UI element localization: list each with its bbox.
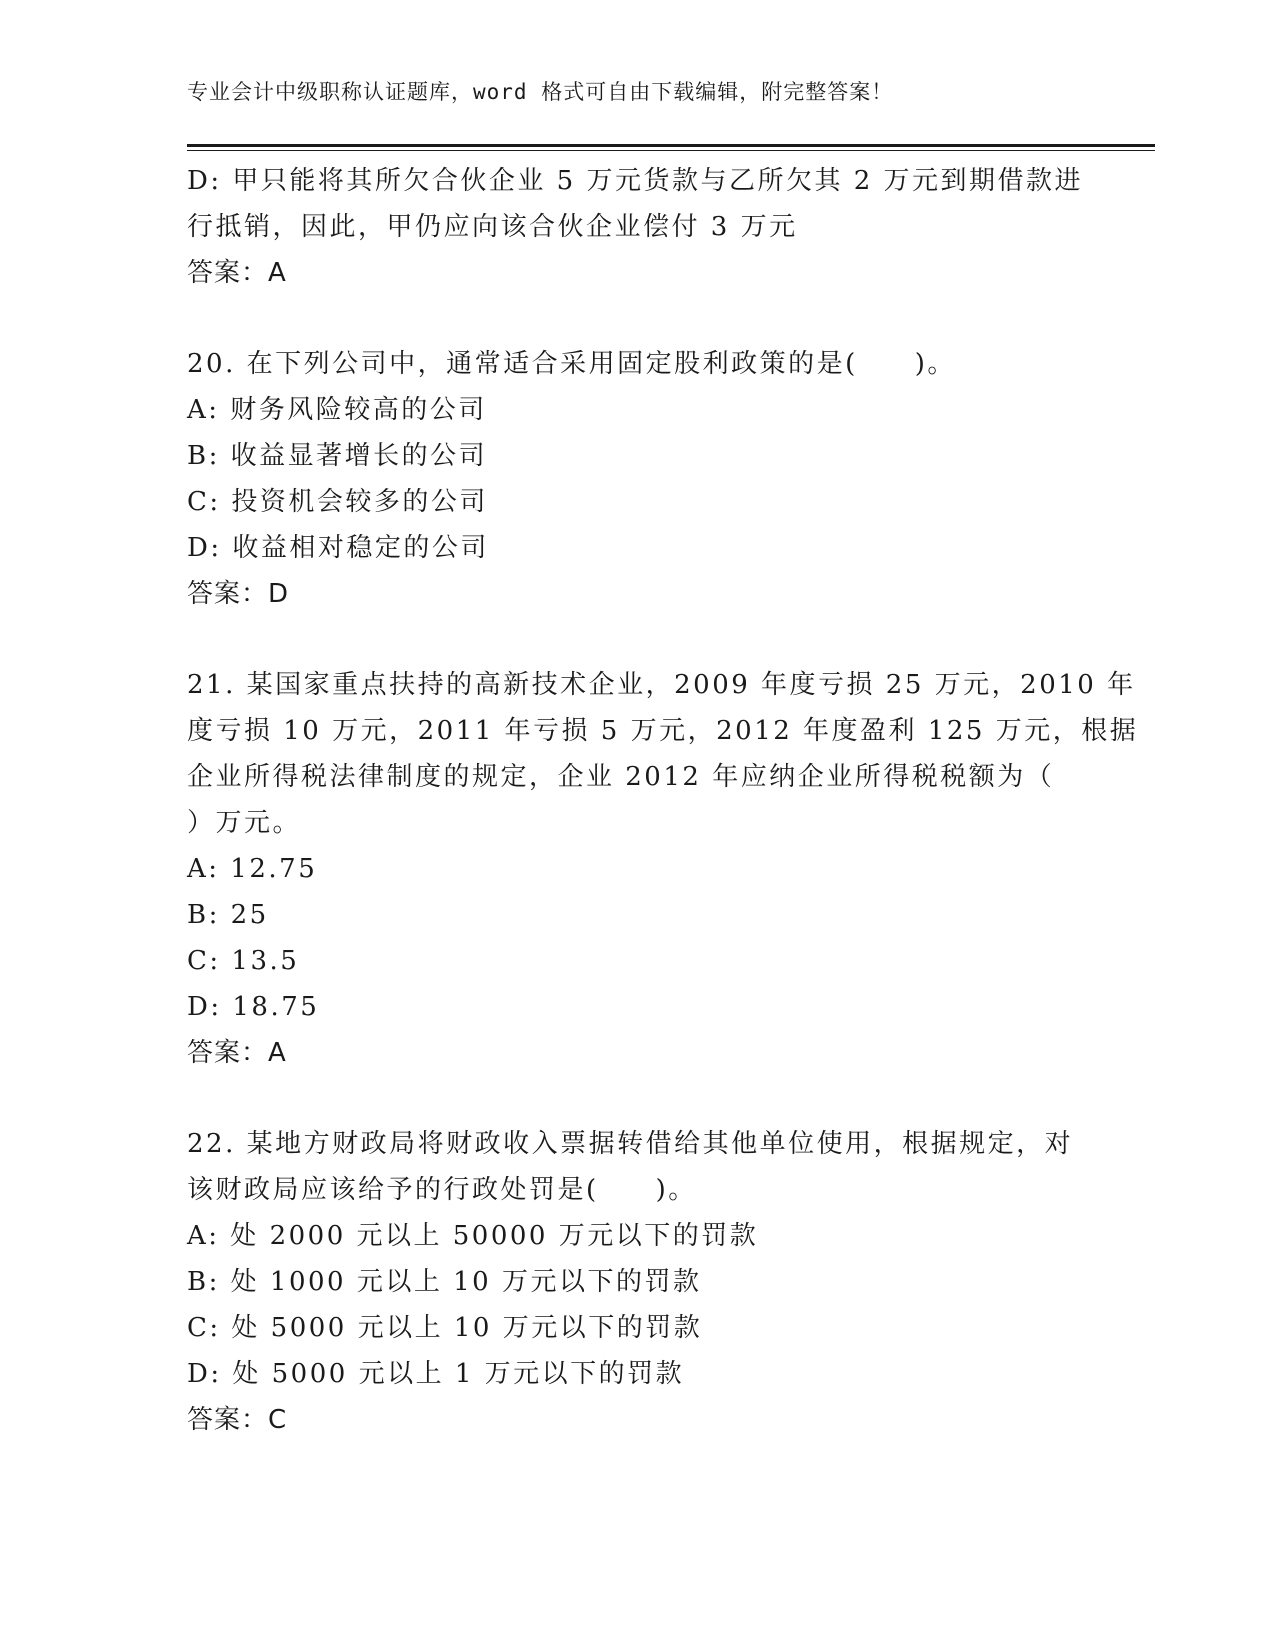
option-c: C: 投资机会较多的公司	[187, 487, 488, 517]
question-stem: 20. 在下列公司中，通常适合采用固定股利政策的是( )。	[187, 349, 956, 379]
option-c: C: 处 5000 元以上 10 万元以下的罚款	[187, 1313, 703, 1343]
prev-question-tail	[187, 158, 1087, 296]
question-stem-line-2: 该财政局应该给予的行政处罚是( )。	[187, 1175, 697, 1205]
question-20	[187, 341, 1087, 617]
option-a: A: 12.75	[187, 854, 318, 884]
option-a: A: 处 2000 元以上 50000 万元以下的罚款	[187, 1221, 759, 1251]
answer-line: 答案：D	[187, 579, 290, 609]
question-22	[187, 1121, 1087, 1443]
question-stem-line-2: 度亏损 10 万元，2011 年亏损 5 万元，2012 年度盈利 125 万元，根据	[187, 716, 1139, 746]
option-b: B: 25	[187, 900, 269, 930]
question-stem-line-1: 22. 某地方财政局将财政收入票据转借给其他单位使用，根据规定，对	[187, 1129, 1074, 1159]
option-d: D: 处 5000 元以上 1 万元以下的罚款	[187, 1359, 685, 1389]
option-b: B: 处 1000 元以上 10 万元以下的罚款	[187, 1267, 702, 1297]
option-a: A: 财务风险较高的公司	[187, 395, 487, 425]
question-21	[187, 662, 1139, 1076]
question-stem-line-1: 21. 某国家重点扶持的高新技术企业，2009 年度亏损 25 万元，2010 年	[187, 670, 1136, 700]
option-b: B: 收益显著增长的公司	[187, 441, 488, 471]
page-header: 专业会计中级职称认证题库，word 格式可自由下载编辑，附完整答案！	[187, 80, 894, 104]
answer-line: 答案：C	[187, 1405, 288, 1435]
question-stem-line-4: ）万元。	[187, 808, 302, 838]
option-d-line-2: 行抵销，因此，甲仍应向该合伙企业偿付 3 万元	[187, 212, 798, 242]
question-stem-line-3: 企业所得税法律制度的规定，企业 2012 年应纳企业所得税税额为（	[187, 762, 1055, 792]
option-d: D: 收益相对稳定的公司	[187, 533, 489, 563]
answer-line: 答案：A	[187, 258, 287, 288]
header-rule-thick	[187, 144, 1155, 147]
option-d-line-1: D: 甲只能将其所欠合伙企业 5 万元货款与乙所欠其 2 万元到期借款进	[187, 166, 1084, 196]
option-d: D: 18.75	[187, 992, 320, 1022]
question-content	[187, 158, 1139, 1443]
answer-line: 答案：A	[187, 1038, 287, 1068]
option-c: C: 13.5	[187, 946, 300, 976]
header-rule-thin	[187, 150, 1155, 151]
